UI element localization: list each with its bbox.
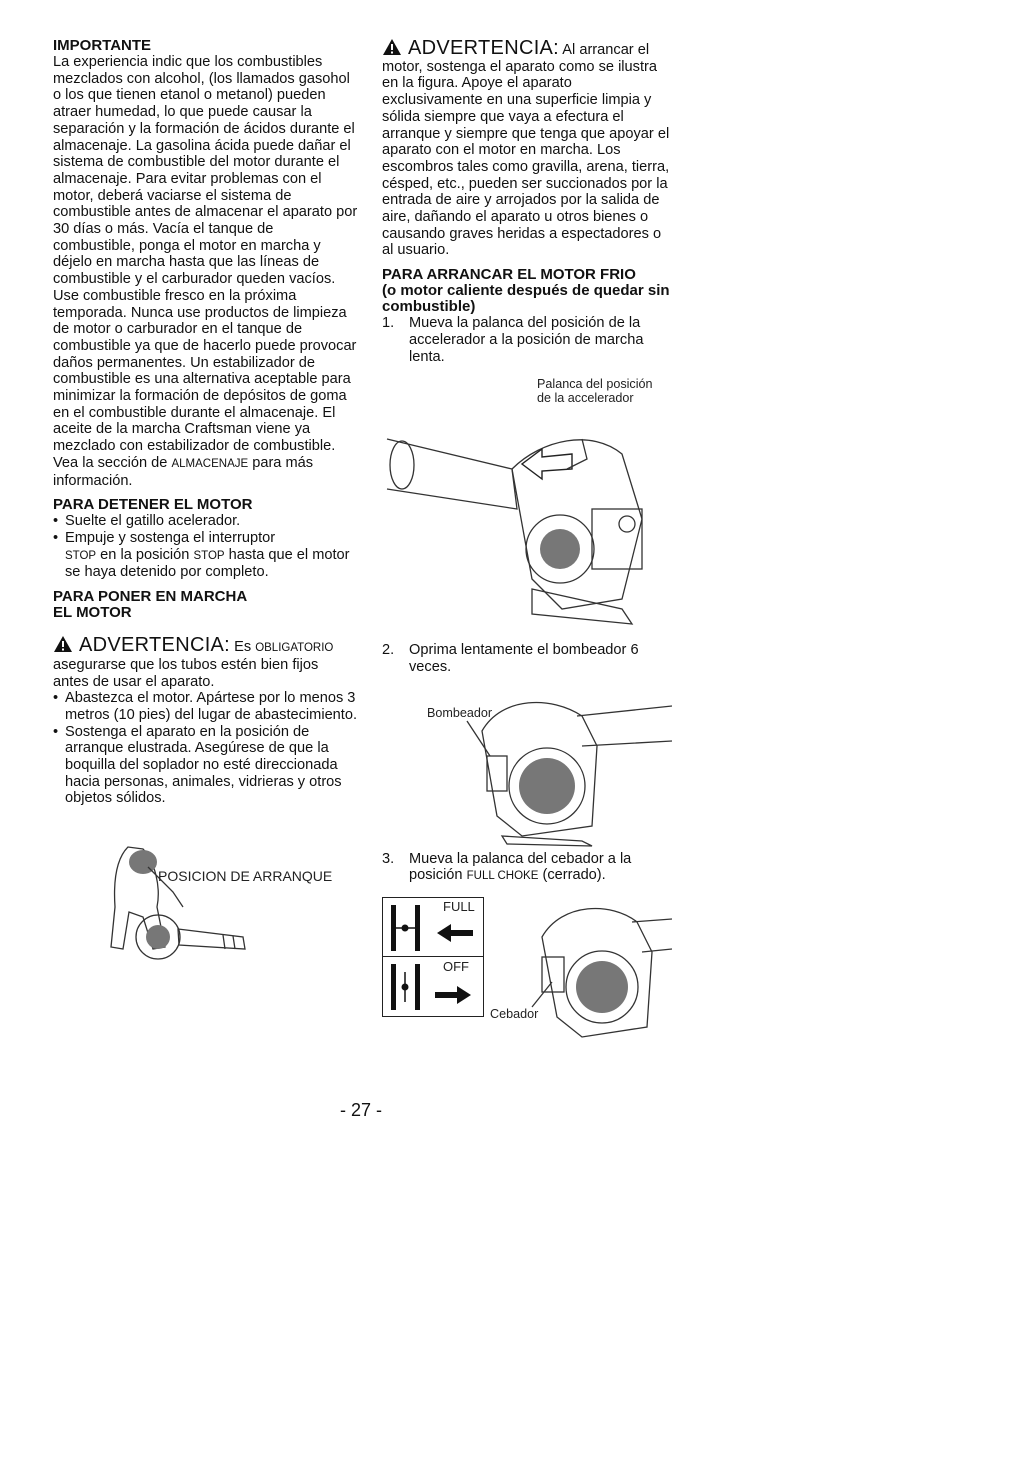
throttle-callout: Palanca del posición de la accelerador [537, 377, 653, 406]
warning-block-left: ADVERTENCIA: Es OBLIGATORIO asegurarse que los tubos estén bien fijos antes de usar el aparato. [53, 634, 334, 690]
primer-callout: Bombeador [427, 705, 493, 720]
list-item: • Empuje y sostenga el interruptor STOP en la posición STOP hasta que el motor se haya detenido por completo. [53, 530, 358, 581]
warning-triangle-icon [53, 635, 73, 653]
poner-list [53, 690, 358, 807]
choke-legend-box [382, 897, 484, 1017]
steps-list-1 [382, 315, 672, 365]
choke-full-row [383, 898, 483, 957]
arrow-right-icon [433, 984, 473, 1006]
choke-off-symbol-icon [385, 958, 429, 1014]
step-item: 3. Mueva la palanca del cebador a la posición FULL CHOKE (cerrado). [382, 850, 632, 884]
choke-off-label: OFF [443, 959, 469, 975]
steps-list-3 [382, 851, 672, 885]
poner-heading: PARA PONER EN MARCHA EL MOTOR [53, 588, 248, 622]
list-item: • Suelte el gatillo acelerador. [53, 513, 358, 530]
step-item: 1. Mueva la palanca del posición de la accelerador a la posición de marcha lenta. [382, 315, 644, 365]
operator-illustration [73, 837, 273, 977]
blower-choke-illustration [502, 897, 672, 1047]
starting-position-label: POSICION DE ARRANQUE [158, 868, 333, 885]
blower-throttle-illustration [382, 399, 672, 639]
right-column [382, 38, 672, 1047]
primer-figure [382, 686, 672, 851]
page-number: - 27 - [340, 1100, 383, 1120]
detener-list [53, 513, 358, 581]
warning-block-right: ADVERTENCIA: Al arrancar el motor, sostenga el aparato como se ilustra en la figura. Apoye el aparato exclusivamente en una superficie limpia y sólida siempre que vaya a efectura el arranque y siempre que tenga que apoyar el aparato con el motor en marcha. Los escombros tales como gravilla, arena, tierra, césped, etc., pueden ser succionados por la entrada de aire y arrojados por la salida de aire, dañando el aparato u otros bienes o causando graves heridas a espectadores o al usuario. [382, 37, 670, 259]
choke-off-row [383, 958, 483, 1016]
arrancar-heading: PARA ARRANCAR EL MOTOR FRIO (o motor caliente después de quedar sin combustible) [382, 266, 670, 316]
choke-full-symbol-icon [385, 899, 429, 955]
list-item: • Abastezca el motor. Apártese por lo menos 3 metros (10 pies) del lugar de abastecimiento. [53, 690, 358, 723]
detener-heading: PARA DETENER EL MOTOR [53, 496, 253, 514]
choke-full-label: FULL [443, 899, 475, 915]
warning-triangle-icon [382, 38, 402, 56]
throttle-figure [382, 377, 672, 642]
choke-callout: Cebador [490, 1007, 539, 1022]
choke-figure [382, 897, 672, 1047]
list-item: • Sostenga el aparato en la posición de arranque elustrada. Asegúrese de que la boquilla del soplador no esté direccionada hacia personas, animales, vidrieras y otros objetos sólidos. [53, 724, 358, 808]
importante-heading: IMPORTANTE [53, 37, 152, 54]
left-column [53, 38, 358, 987]
starting-position-figure [53, 837, 358, 987]
importante-body: La experiencia indic que los combustibles mezclados con alcohol, (los llamados gasohol o los que tienen etanol o metanol) pueden atraer humedad, lo que puede causar la separación y la formación de ácidos durante el almacenaje. La gasolina ácida puede dañar el sistema de combustible del motor durante el almacenaje. Para evitar problemas con el motor, deberá vaciarse el sistema de combustible antes de almacenar el aparato por 30 días o más. Vacía el tanque de combustible, ponga el motor en marcha y déjelo en marcha hasta que las líneas de combustible y el carburador queden vacíos. Use combustible fresco en la próxima temporada. Nunca use productos de limpieza de motor o carburador en el tanque de combustible ya que de hacerlo puede provocar daños permanentes. Un estabilizador de combustible es una alternativa aceptable para minimizar la formación de depósitos de goma en el combustible durante el almacenaje. El aceite de la marcha Craftsman viene ya mezclado con estabilizador de combustible. Vea la sección de ALMACENAJE para más información. [53, 54, 358, 489]
steps-list-2 [382, 642, 672, 675]
blower-primer-illustration [382, 686, 672, 851]
arrow-left-icon [435, 922, 475, 944]
step-item: 2. Oprima lentamente el bombeador 6 veces. [382, 642, 639, 675]
